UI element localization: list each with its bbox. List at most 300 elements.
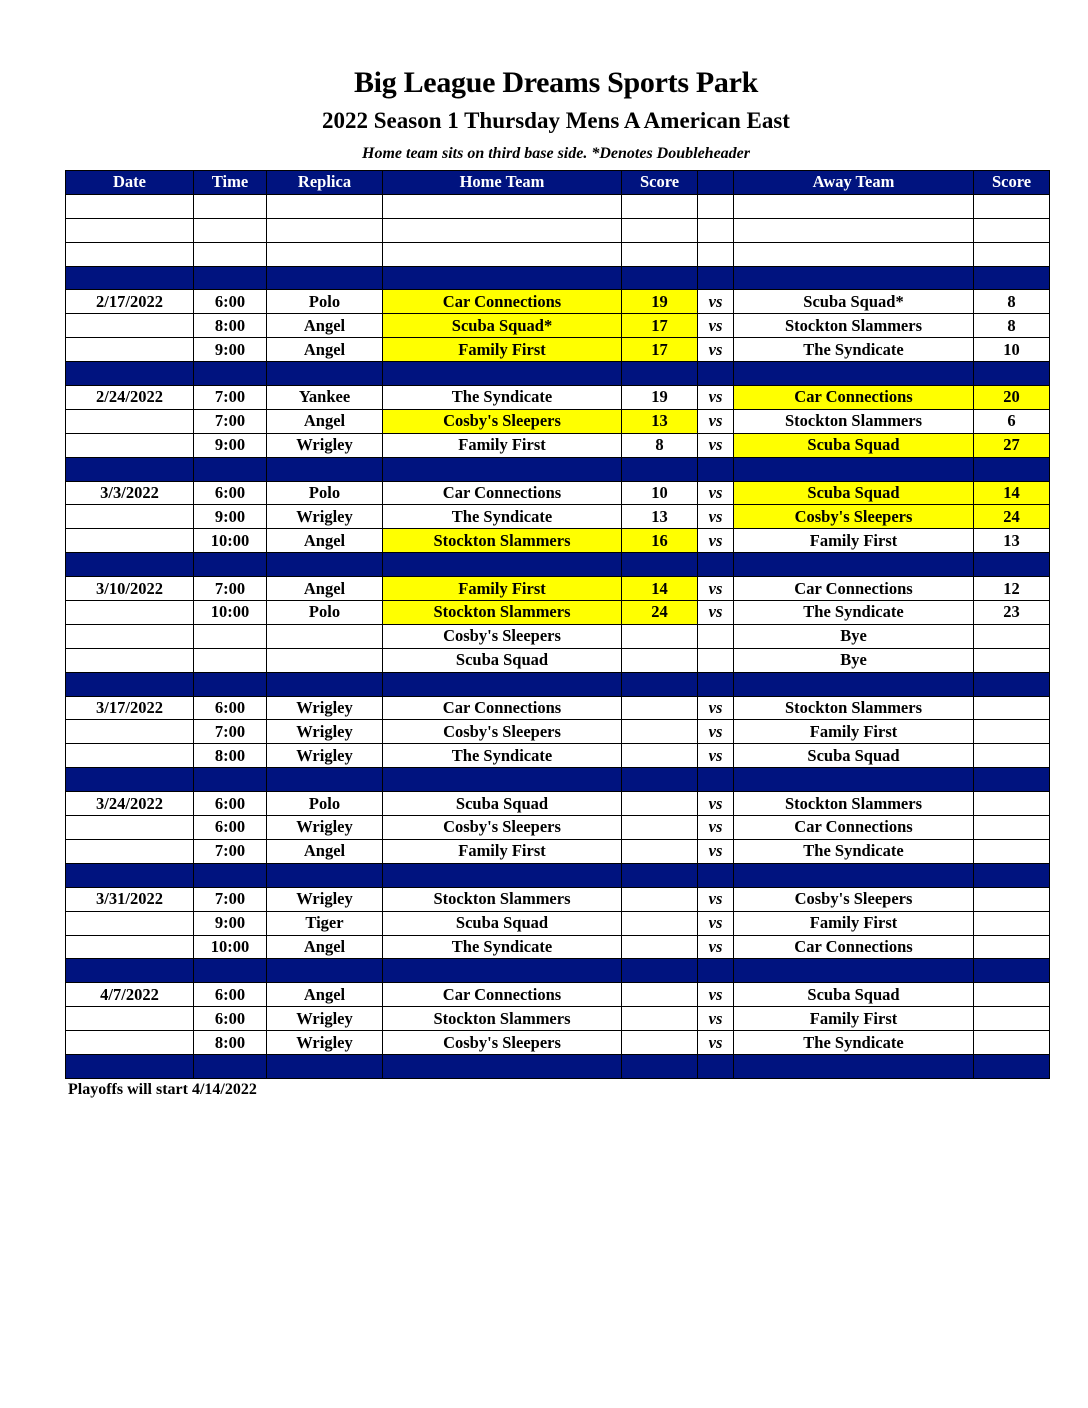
separator-cell — [66, 863, 194, 887]
away-team-cell: Cosby's Sleepers — [734, 505, 974, 529]
home-score-cell — [622, 816, 698, 840]
separator-cell — [974, 863, 1050, 887]
replica-cell: Wrigley — [267, 696, 383, 720]
replica-cell: Yankee — [267, 386, 383, 410]
away-score-cell — [974, 839, 1050, 863]
vs-cell: vs — [698, 816, 734, 840]
home-team-cell: Cosby's Sleepers — [383, 1031, 622, 1055]
blank-cell — [698, 242, 734, 266]
time-cell: 9:00 — [194, 911, 267, 935]
separator-cell — [974, 457, 1050, 481]
date-cell: 3/31/2022 — [66, 887, 194, 911]
home-score-cell: 13 — [622, 409, 698, 433]
vs-cell: vs — [698, 720, 734, 744]
blank-cell — [622, 194, 698, 218]
separator-cell — [267, 1054, 383, 1078]
game-row — [66, 935, 1050, 959]
separator-cell — [622, 362, 698, 386]
vs-cell: vs — [698, 839, 734, 863]
home-score-cell: 19 — [622, 290, 698, 314]
away-team-cell: Family First — [734, 529, 974, 553]
vs-cell: vs — [698, 983, 734, 1007]
separator-cell — [194, 266, 267, 290]
separator-cell — [267, 768, 383, 792]
away-team-cell: Family First — [734, 911, 974, 935]
separator-cell — [66, 1054, 194, 1078]
replica-cell: Polo — [267, 601, 383, 625]
col-home-score: Score — [622, 171, 698, 195]
separator-cell — [383, 672, 622, 696]
home-score-cell: 8 — [622, 433, 698, 457]
vs-cell: vs — [698, 1007, 734, 1031]
away-team-cell: Car Connections — [734, 935, 974, 959]
date-cell: 2/17/2022 — [66, 290, 194, 314]
replica-cell: Wrigley — [267, 433, 383, 457]
separator-row — [66, 457, 1050, 481]
date-cell — [66, 505, 194, 529]
schedule-table — [65, 170, 1050, 1079]
home-team-cell: Stockton Slammers — [383, 1007, 622, 1031]
home-team-cell: Cosby's Sleepers — [383, 720, 622, 744]
header-row — [66, 171, 1050, 195]
blank-row — [66, 242, 1050, 266]
separator-cell — [267, 266, 383, 290]
date-cell — [66, 1007, 194, 1031]
separator-cell — [734, 959, 974, 983]
away-score-cell: 20 — [974, 386, 1050, 410]
home-score-cell — [622, 911, 698, 935]
blank-cell — [66, 194, 194, 218]
away-score-cell — [974, 911, 1050, 935]
time-cell: 10:00 — [194, 601, 267, 625]
home-team-cell: The Syndicate — [383, 386, 622, 410]
separator-cell — [622, 768, 698, 792]
blank-row — [66, 218, 1050, 242]
date-cell — [66, 935, 194, 959]
home-team-cell: Car Connections — [383, 481, 622, 505]
separator-cell — [734, 553, 974, 577]
date-cell: 3/10/2022 — [66, 577, 194, 601]
separator-cell — [383, 553, 622, 577]
blank-cell — [66, 242, 194, 266]
time-cell: 9:00 — [194, 433, 267, 457]
replica-cell: Wrigley — [267, 1007, 383, 1031]
time-cell: 10:00 — [194, 529, 267, 553]
away-team-cell: The Syndicate — [734, 839, 974, 863]
replica-cell: Angel — [267, 314, 383, 338]
game-row — [66, 314, 1050, 338]
home-score-cell — [622, 839, 698, 863]
blank-cell — [194, 218, 267, 242]
away-team-cell: Bye — [734, 624, 974, 648]
away-score-cell: 8 — [974, 290, 1050, 314]
date-cell — [66, 1031, 194, 1055]
game-row — [66, 290, 1050, 314]
game-row — [66, 816, 1050, 840]
away-team-cell: Cosby's Sleepers — [734, 887, 974, 911]
separator-cell — [383, 863, 622, 887]
time-cell: 7:00 — [194, 386, 267, 410]
blank-cell — [734, 218, 974, 242]
time-cell: 7:00 — [194, 720, 267, 744]
page-title: Big League Dreams Sports Park — [353, 66, 759, 99]
blank-cell — [734, 242, 974, 266]
vs-cell: vs — [698, 744, 734, 768]
separator-cell — [974, 266, 1050, 290]
separator-cell — [194, 1054, 267, 1078]
separator-cell — [194, 553, 267, 577]
separator-cell — [622, 553, 698, 577]
col-away-score: Score — [974, 171, 1050, 195]
separator-cell — [622, 1054, 698, 1078]
time-cell: 7:00 — [194, 887, 267, 911]
game-row — [66, 409, 1050, 433]
separator-cell — [267, 457, 383, 481]
blank-cell — [974, 242, 1050, 266]
col-replica: Replica — [267, 171, 383, 195]
separator-cell — [698, 362, 734, 386]
date-cell: 3/3/2022 — [66, 481, 194, 505]
col-date: Date — [66, 171, 194, 195]
col-time: Time — [194, 171, 267, 195]
separator-cell — [383, 768, 622, 792]
time-cell: 6:00 — [194, 290, 267, 314]
date-cell — [66, 648, 194, 672]
away-team-cell: Scuba Squad — [734, 983, 974, 1007]
away-team-cell: Scuba Squad — [734, 433, 974, 457]
separator-cell — [974, 672, 1050, 696]
separator-row — [66, 959, 1050, 983]
away-team-cell: Family First — [734, 720, 974, 744]
away-team-cell: Car Connections — [734, 816, 974, 840]
vs-cell: vs — [698, 911, 734, 935]
separator-cell — [194, 768, 267, 792]
vs-cell: vs — [698, 1031, 734, 1055]
separator-row — [66, 362, 1050, 386]
away-score-cell: 8 — [974, 314, 1050, 338]
home-team-cell: The Syndicate — [383, 505, 622, 529]
separator-cell — [698, 863, 734, 887]
separator-cell — [194, 457, 267, 481]
time-cell: 7:00 — [194, 409, 267, 433]
game-row — [66, 1007, 1050, 1031]
separator-row — [66, 672, 1050, 696]
date-cell — [66, 338, 194, 362]
separator-cell — [974, 1054, 1050, 1078]
away-score-cell — [974, 624, 1050, 648]
replica-cell: Angel — [267, 935, 383, 959]
vs-cell: vs — [698, 314, 734, 338]
separator-cell — [383, 457, 622, 481]
home-team-cell: Family First — [383, 839, 622, 863]
separator-cell — [974, 768, 1050, 792]
home-score-cell — [622, 696, 698, 720]
replica-cell: Polo — [267, 792, 383, 816]
page-subtitle: 2022 Season 1 Thursday Mens A American East — [322, 108, 790, 133]
schedule-header — [66, 171, 1050, 195]
home-score-cell: 19 — [622, 386, 698, 410]
separator-cell — [194, 362, 267, 386]
away-score-cell: 14 — [974, 481, 1050, 505]
replica-cell: Wrigley — [267, 744, 383, 768]
vs-cell: vs — [698, 792, 734, 816]
game-row — [66, 505, 1050, 529]
separator-cell — [622, 959, 698, 983]
away-score-cell — [974, 720, 1050, 744]
time-cell: 8:00 — [194, 1031, 267, 1055]
col-vs — [698, 171, 734, 195]
separator-cell — [194, 959, 267, 983]
separator-cell — [66, 959, 194, 983]
away-score-cell — [974, 887, 1050, 911]
game-row — [66, 720, 1050, 744]
replica-cell: Wrigley — [267, 1031, 383, 1055]
date-cell: 3/24/2022 — [66, 792, 194, 816]
home-score-cell — [622, 1007, 698, 1031]
separator-cell — [698, 959, 734, 983]
date-cell — [66, 911, 194, 935]
away-score-cell: 10 — [974, 338, 1050, 362]
replica-cell: Wrigley — [267, 887, 383, 911]
blank-cell — [383, 218, 622, 242]
schedule-body — [66, 194, 1050, 1078]
away-score-cell — [974, 744, 1050, 768]
date-cell — [66, 314, 194, 338]
vs-cell: vs — [698, 505, 734, 529]
separator-cell — [622, 672, 698, 696]
replica-cell: Polo — [267, 290, 383, 314]
time-cell: 7:00 — [194, 577, 267, 601]
separator-row — [66, 1054, 1050, 1078]
col-home-team: Home Team — [383, 171, 622, 195]
home-score-cell — [622, 648, 698, 672]
away-team-cell: Scuba Squad — [734, 481, 974, 505]
game-row — [66, 1031, 1050, 1055]
game-row — [66, 529, 1050, 553]
separator-cell — [698, 266, 734, 290]
separator-row — [66, 768, 1050, 792]
separator-cell — [66, 768, 194, 792]
separator-cell — [267, 863, 383, 887]
game-row — [66, 481, 1050, 505]
vs-cell: vs — [698, 338, 734, 362]
away-team-cell: Car Connections — [734, 577, 974, 601]
vs-cell: vs — [698, 887, 734, 911]
replica-cell: Tiger — [267, 911, 383, 935]
time-cell: 6:00 — [194, 983, 267, 1007]
vs-cell: vs — [698, 601, 734, 625]
time-cell: 10:00 — [194, 935, 267, 959]
col-away-team: Away Team — [734, 171, 974, 195]
separator-cell — [267, 672, 383, 696]
home-team-cell: Car Connections — [383, 983, 622, 1007]
game-row — [66, 887, 1050, 911]
home-team-cell: Family First — [383, 433, 622, 457]
separator-cell — [267, 959, 383, 983]
away-score-cell: 24 — [974, 505, 1050, 529]
home-team-cell: Stockton Slammers — [383, 529, 622, 553]
away-team-cell: Scuba Squad — [734, 744, 974, 768]
time-cell: 7:00 — [194, 839, 267, 863]
date-cell — [66, 624, 194, 648]
home-score-cell — [622, 935, 698, 959]
home-score-cell: 24 — [622, 601, 698, 625]
separator-cell — [974, 553, 1050, 577]
separator-cell — [734, 768, 974, 792]
vs-cell: vs — [698, 433, 734, 457]
home-score-cell: 17 — [622, 314, 698, 338]
game-row — [66, 577, 1050, 601]
game-row — [66, 983, 1050, 1007]
away-score-cell: 27 — [974, 433, 1050, 457]
vs-cell — [698, 648, 734, 672]
separator-cell — [267, 362, 383, 386]
home-team-cell: Scuba Squad — [383, 648, 622, 672]
separator-cell — [383, 362, 622, 386]
home-team-cell: Stockton Slammers — [383, 887, 622, 911]
blank-row — [66, 194, 1050, 218]
vs-cell: vs — [698, 935, 734, 959]
game-row — [66, 648, 1050, 672]
date-cell — [66, 529, 194, 553]
blank-cell — [622, 242, 698, 266]
blank-cell — [383, 194, 622, 218]
time-cell — [194, 624, 267, 648]
separator-cell — [734, 863, 974, 887]
time-cell: 9:00 — [194, 505, 267, 529]
home-team-cell: Cosby's Sleepers — [383, 409, 622, 433]
home-team-cell: Family First — [383, 338, 622, 362]
date-cell — [66, 744, 194, 768]
away-team-cell: The Syndicate — [734, 601, 974, 625]
game-row — [66, 744, 1050, 768]
separator-cell — [622, 266, 698, 290]
away-team-cell: The Syndicate — [734, 1031, 974, 1055]
time-cell: 6:00 — [194, 696, 267, 720]
blank-cell — [622, 218, 698, 242]
date-cell — [66, 720, 194, 744]
replica-cell: Angel — [267, 409, 383, 433]
home-score-cell: 13 — [622, 505, 698, 529]
away-team-cell: Stockton Slammers — [734, 314, 974, 338]
replica-cell: Wrigley — [267, 505, 383, 529]
away-score-cell — [974, 1031, 1050, 1055]
home-score-cell — [622, 792, 698, 816]
replica-cell — [267, 648, 383, 672]
home-team-cell: Scuba Squad* — [383, 314, 622, 338]
separator-cell — [383, 1054, 622, 1078]
separator-cell — [974, 959, 1050, 983]
time-cell — [194, 648, 267, 672]
vs-cell: vs — [698, 696, 734, 720]
game-row — [66, 386, 1050, 410]
blank-cell — [974, 218, 1050, 242]
separator-cell — [698, 457, 734, 481]
separator-cell — [383, 266, 622, 290]
separator-cell — [622, 457, 698, 481]
separator-cell — [66, 457, 194, 481]
away-team-cell: Stockton Slammers — [734, 696, 974, 720]
home-team-cell: Stockton Slammers — [383, 601, 622, 625]
vs-cell: vs — [698, 577, 734, 601]
replica-cell: Angel — [267, 529, 383, 553]
date-cell — [66, 433, 194, 457]
away-score-cell: 6 — [974, 409, 1050, 433]
vs-cell: vs — [698, 529, 734, 553]
separator-cell — [698, 672, 734, 696]
blank-cell — [194, 242, 267, 266]
home-team-cell: Car Connections — [383, 696, 622, 720]
replica-cell: Wrigley — [267, 816, 383, 840]
blank-cell — [267, 242, 383, 266]
separator-cell — [66, 266, 194, 290]
home-team-cell: Car Connections — [383, 290, 622, 314]
blank-cell — [974, 194, 1050, 218]
schedule-note: Home team sits on third base side. *Denotes Doubleheader — [362, 145, 750, 162]
game-row — [66, 792, 1050, 816]
date-cell — [66, 409, 194, 433]
home-score-cell: 10 — [622, 481, 698, 505]
home-team-cell: The Syndicate — [383, 935, 622, 959]
replica-cell: Polo — [267, 481, 383, 505]
blank-cell — [267, 218, 383, 242]
separator-cell — [734, 457, 974, 481]
home-team-cell: Cosby's Sleepers — [383, 624, 622, 648]
home-score-cell — [622, 887, 698, 911]
game-row — [66, 433, 1050, 457]
separator-row — [66, 863, 1050, 887]
away-score-cell — [974, 792, 1050, 816]
date-cell — [66, 601, 194, 625]
separator-cell — [698, 553, 734, 577]
game-row — [66, 624, 1050, 648]
separator-cell — [267, 553, 383, 577]
away-score-cell: 23 — [974, 601, 1050, 625]
separator-row — [66, 266, 1050, 290]
time-cell: 6:00 — [194, 1007, 267, 1031]
time-cell: 8:00 — [194, 314, 267, 338]
blank-cell — [66, 218, 194, 242]
home-score-cell — [622, 983, 698, 1007]
away-team-cell: Bye — [734, 648, 974, 672]
away-team-cell: Stockton Slammers — [734, 409, 974, 433]
replica-cell: Angel — [267, 983, 383, 1007]
home-team-cell: Scuba Squad — [383, 911, 622, 935]
game-row — [66, 601, 1050, 625]
blank-cell — [734, 194, 974, 218]
vs-cell: vs — [698, 290, 734, 314]
separator-cell — [383, 959, 622, 983]
away-score-cell — [974, 696, 1050, 720]
away-team-cell: Stockton Slammers — [734, 792, 974, 816]
away-team-cell: Scuba Squad* — [734, 290, 974, 314]
separator-cell — [698, 768, 734, 792]
home-team-cell: Cosby's Sleepers — [383, 816, 622, 840]
separator-cell — [66, 362, 194, 386]
away-score-cell — [974, 1007, 1050, 1031]
away-score-cell — [974, 648, 1050, 672]
separator-cell — [734, 362, 974, 386]
date-cell: 4/7/2022 — [66, 983, 194, 1007]
separator-cell — [194, 863, 267, 887]
date-cell — [66, 816, 194, 840]
date-cell: 2/24/2022 — [66, 386, 194, 410]
home-score-cell — [622, 1031, 698, 1055]
separator-row — [66, 553, 1050, 577]
time-cell: 6:00 — [194, 816, 267, 840]
replica-cell: Wrigley — [267, 720, 383, 744]
away-team-cell: The Syndicate — [734, 338, 974, 362]
